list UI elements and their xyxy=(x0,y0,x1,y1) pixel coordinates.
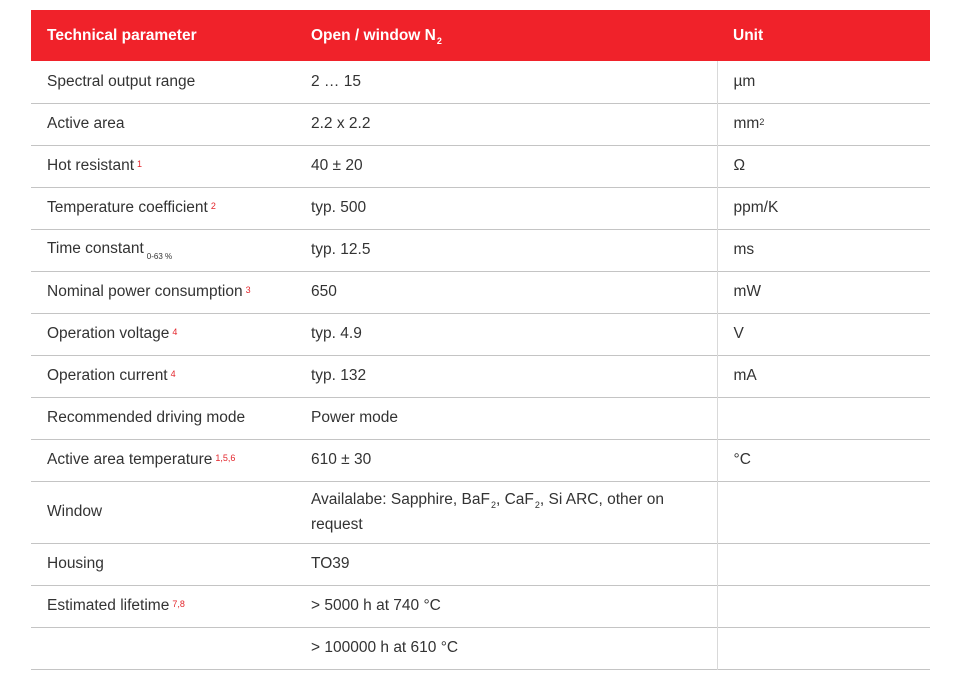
table-row xyxy=(31,229,930,271)
footnote-marker: 1,5,6 xyxy=(215,453,236,463)
param-label: Time constant xyxy=(47,240,144,257)
table-row xyxy=(31,627,930,669)
header-open-window-subscript: 2 xyxy=(436,35,442,46)
table-row xyxy=(31,145,930,187)
technical-parameters-table xyxy=(31,10,930,670)
param-label: Operation current xyxy=(47,367,168,384)
param-label: Estimated lifetime xyxy=(47,597,170,614)
param-cell xyxy=(31,187,295,229)
table-row xyxy=(31,585,930,627)
param-label: Temperature coefficient xyxy=(47,199,208,216)
value-cell: Power mode xyxy=(295,397,717,439)
param-cell xyxy=(31,543,295,585)
value-cell: typ. 132 xyxy=(295,355,717,397)
footnote-marker: 4 xyxy=(170,369,176,379)
param-cell xyxy=(31,313,295,355)
header-open-window xyxy=(295,10,717,61)
footnote-marker: 7,8 xyxy=(172,599,185,609)
unit-cell xyxy=(717,103,930,145)
table-row xyxy=(31,543,930,585)
unit-cell: ms xyxy=(733,241,755,258)
param-cell xyxy=(31,627,295,669)
unit-label: mm xyxy=(733,115,760,132)
unit-cell: Ω xyxy=(733,157,746,174)
value-cell: typ. 12.5 xyxy=(295,229,717,271)
unit-cell: ppm/K xyxy=(733,199,779,216)
param-cell xyxy=(31,61,295,103)
header-unit: Unit xyxy=(733,26,764,44)
unit-cell xyxy=(717,543,930,585)
param-cell xyxy=(31,271,295,313)
param-label: Active area xyxy=(47,115,125,132)
value-cell xyxy=(295,481,717,543)
window-subscript: 2 xyxy=(490,499,496,510)
footnote-marker: 1 xyxy=(137,159,143,169)
param-label: Active area temperature xyxy=(47,451,213,468)
param-cell xyxy=(31,103,295,145)
table-row xyxy=(31,313,930,355)
value-cell: TO39 xyxy=(295,543,717,585)
unit-cell: mA xyxy=(733,367,757,384)
value-cell: typ. 500 xyxy=(295,187,717,229)
unit-cell: °C xyxy=(733,451,751,468)
table-header-row xyxy=(31,10,930,61)
value-cell: 650 xyxy=(295,271,717,313)
window-text-part: , CaF xyxy=(495,490,534,508)
unit-superscript: 2 xyxy=(759,117,765,127)
param-cell xyxy=(31,397,295,439)
table-row xyxy=(31,187,930,229)
value-cell: 2 … 15 xyxy=(295,61,717,103)
param-cell xyxy=(31,145,295,187)
unit-cell xyxy=(717,397,930,439)
param-cell xyxy=(31,229,295,271)
param-cell xyxy=(31,355,295,397)
param-cell xyxy=(31,439,295,481)
unit-cell xyxy=(717,481,930,543)
unit-cell xyxy=(717,585,930,627)
param-label: Operation voltage xyxy=(47,325,170,342)
spec-table-container xyxy=(31,10,930,670)
footnote-marker: 3 xyxy=(245,285,251,295)
table-row xyxy=(31,103,930,145)
footnote-marker: 4 xyxy=(172,327,178,337)
value-cell: 2.2 x 2.2 xyxy=(295,103,717,145)
param-label: Nominal power consumption xyxy=(47,283,243,300)
value-cell: > 100000 h at 610 °C xyxy=(295,627,717,669)
table-row xyxy=(31,61,930,103)
table-row xyxy=(31,355,930,397)
header-open-window-label: Open / window N xyxy=(311,26,436,44)
param-subscript: 0-63 % xyxy=(146,252,173,261)
param-label: Hot resistant xyxy=(47,157,135,174)
param-label: Window xyxy=(47,503,103,520)
window-text-part: Availalabe: Sapphire, BaF xyxy=(311,490,490,508)
value-cell: typ. 4.9 xyxy=(295,313,717,355)
window-text-part: , Si ARC, other on request xyxy=(311,490,664,533)
value-cell: > 5000 h at 740 °C xyxy=(295,585,717,627)
param-label: Spectral output range xyxy=(47,72,196,90)
header-technical-parameter: Technical parameter xyxy=(47,26,197,44)
param-label: Recommended driving mode xyxy=(47,409,246,426)
value-cell: 610 ± 30 xyxy=(295,439,717,481)
unit-cell: mW xyxy=(733,283,762,300)
footnote-marker: 2 xyxy=(210,201,216,211)
value-cell: 40 ± 20 xyxy=(295,145,717,187)
param-label: Housing xyxy=(47,555,104,572)
param-cell xyxy=(31,585,295,627)
table-row xyxy=(31,439,930,481)
param-cell xyxy=(31,481,295,543)
table-row xyxy=(31,481,930,543)
window-subscript: 2 xyxy=(534,499,540,510)
unit-cell xyxy=(717,627,930,669)
table-row xyxy=(31,397,930,439)
unit-cell: µm xyxy=(733,72,756,90)
unit-cell: V xyxy=(733,325,744,342)
table-row xyxy=(31,271,930,313)
